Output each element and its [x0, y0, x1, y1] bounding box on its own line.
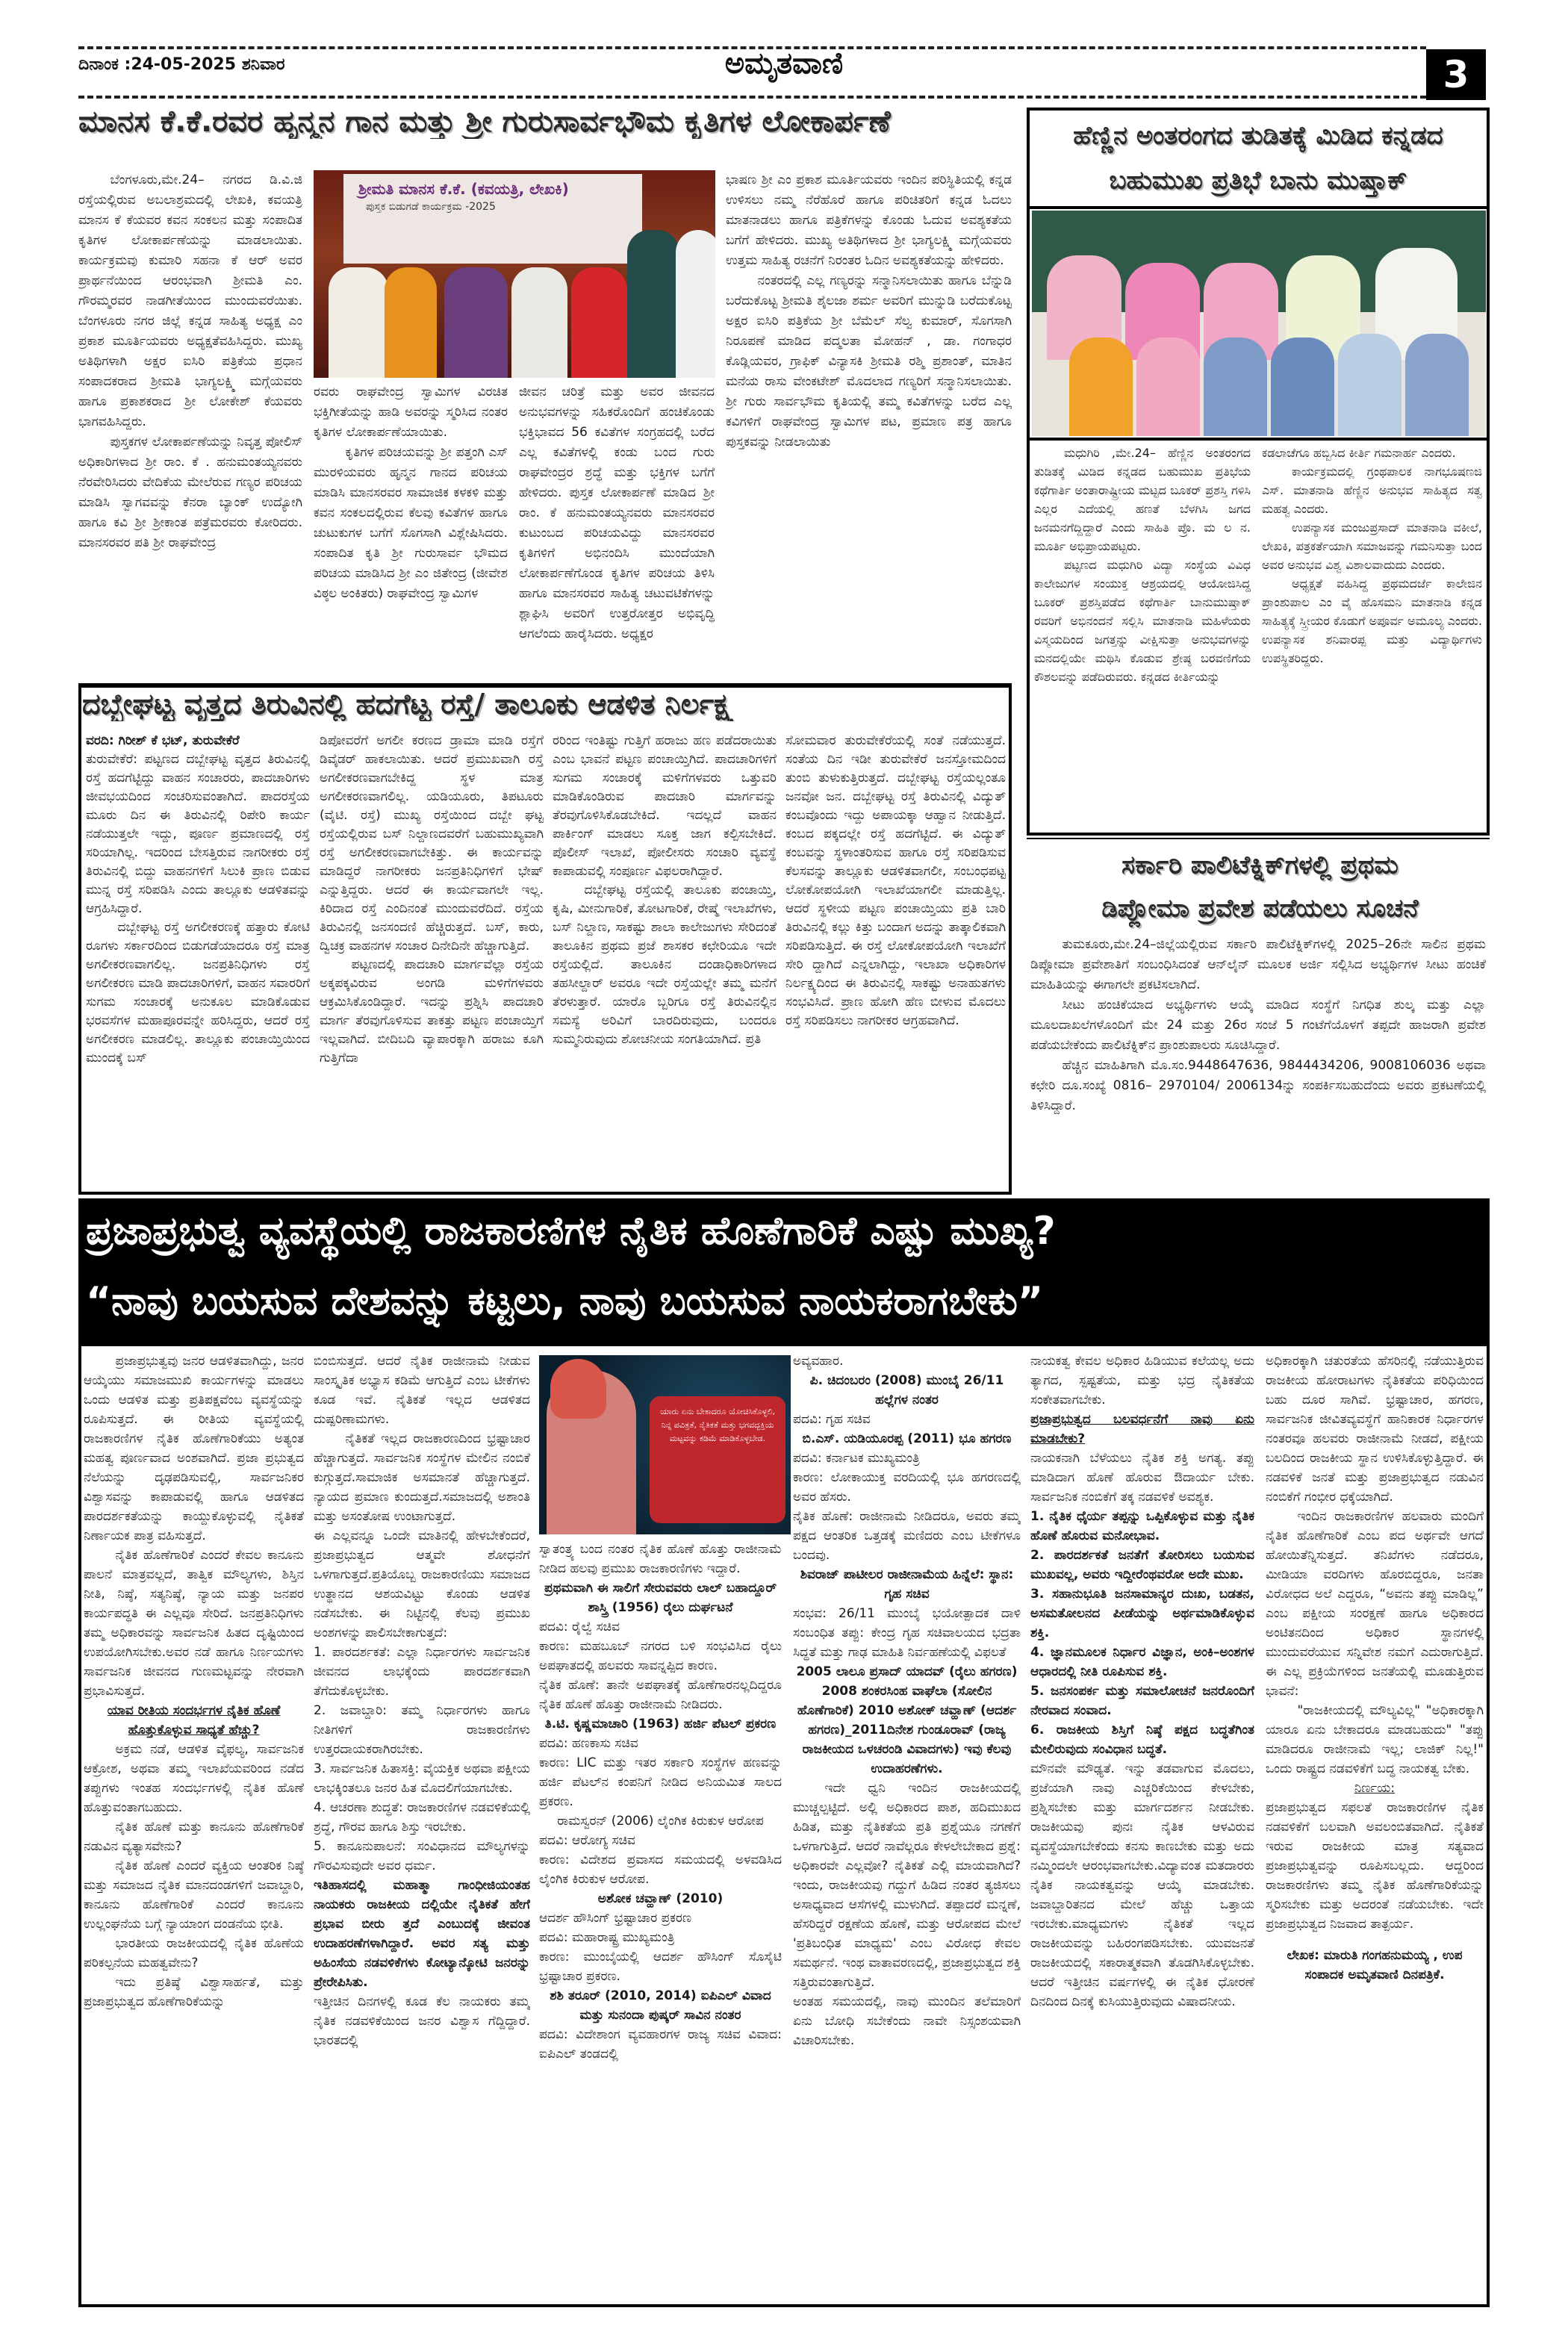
paragraph: 1. ಪಾರದರ್ಶಕತೆ: ಎಲ್ಲಾ ನಿರ್ಧಾರಗಳು ಸಾರ್ವಜನಿಕ ಜೀವನದ ಲಾಭಕ್ಕೆಂದು ಪಾರದರ್ಶಕವಾಗಿ ತೆಗೆದುಕೊಳ್ಳಬೇಕು.	[314, 1645, 530, 1699]
article1-col1	[78, 170, 302, 678]
photo-banner-subtitle: ಪುಸ್ತಕ ಬಿಡುಗಡೆ ಕಾರ್ಯಕ್ರಮ -2025	[366, 201, 496, 213]
paragraph: ಭಾಷಣ ಶ್ರೀ ಎಂ ಪ್ರಕಾಶ ಮೂರ್ತಿಯವರು ಇಂದಿನ ಪರಿಸ್ಥಿತಿಯಲ್ಲಿ ಕನ್ನಡ ಉಳಿಸಲು ನಮ್ಮ ನೆರೆಹೊರೆ ಹಾಗೂ ಪರಿಚಿತರಿಗೆ ಕನ್ನಡ ಓದಲು ಮಾತನಾಡಲು ಹಾಗೂ ಪತ್ರಿಕೆಗಳನ್ನು ಕೊಂಡು ಓದುವ ಅವಶ್ಯಕತೆಯ ಬಗೆಗೆ ಹೇಳಿದರು. ಮುಖ್ಯ ಅತಿಥಿಗಳಾದ ಶ್ರೀ ಭಾಗ್ಯಲಕ್ಷ್ಮಿ ಮಗ್ಗೆಯವರು ಉತ್ತಮ ಸಾಹಿತ್ಯ ರಚನೆಗೆ ನಿರಂತರ ಓದಿನ ಅವಶ್ಯಕತೆಯನ್ನು ಹೇಳಿದರು.	[726, 172, 1012, 268]
person-figure	[444, 267, 508, 378]
paragraph: ಇದು ಪ್ರತಿಷ್ಠೆ ವಿಶ್ವಾಸಾರ್ಹತೆ, ಮತ್ತು ಪ್ರಜಾಪ್ರಭುತ್ವದ ಹೊಣೆಗಾರಿಕೆಯನ್ನು	[84, 1975, 304, 2009]
paragraph: ಪದವಿ: ವಿದೇಶಾಂಗ ವ್ಯವಹಾರಗಳ ರಾಜ್ಯ ಸಚಿವ ವಿವಾದ: ಐಪಿಎಲ್ ತಂಡದಲ್ಲಿ	[539, 2027, 782, 2062]
paragraph: ಕಾರ್ಯಕ್ರಮದಲ್ಲಿ ಗ್ರಂಥಪಾಲಕ ನಾಗಭೂಷಣಜಿ ಎಸ್. ಮಾತನಾಡಿ ಹೆಣ್ಣಿನ ಅನುಭವ ಸಾಹಿತ್ಯದ ಸತ್ವ ಮಹತ್ವ ಎಂದರು.	[1262, 464, 1482, 516]
paragraph: ಪಟ್ಟಣದ ಮಧುಗಿರಿ ವಿದ್ಯಾ ಸಂಸ್ಥೆಯ ವಿವಿಧ ಕಾಲೇಜುಗಳ ಸಂಯುಕ್ತ ಆಶ್ರಯದಲ್ಲಿ ಆಯೋಜಿಸಿದ್ದ ಬೂಕರ್ ಪ್ರಶಸ್ತಿಪಡೆದ ಕಥೆಗಾರ್ತಿ ಬಾನುಮುಷ್ತಾಕ್ ರವರಿಗೆ ಅಭಿನಂದನೆ ಸಲ್ಲಿಸಿ ಮಾತನಾಡಿ ಮಹಿಳೆಯರು ವಿಸ್ಮಯದಿಂದ ಜಗತ್ತನ್ನು ವೀಕ್ಷಿಸುತ್ತಾ ಅನುಭವಗಳನ್ನು ಮನದಲ್ಲಿಯೇ ಮಥಿಸಿ ಕೊಡುವ ಶ್ರೇಷ್ಠ ಬರವಣಿಗೆಯ ಕೌಶಲವನ್ನು ಪಡೆದಿರುವರು. ಕನ್ನಡದ ಕೀರ್ತಿಯನ್ನು	[1034, 558, 1251, 684]
paragraph: ಅವ್ಯವಹಾರ.	[793, 1354, 844, 1369]
paragraph: ಕಾರಣ: LIC ಮತ್ತು ಇತರ ಸರ್ಕಾರಿ ಸಂಸ್ಥೆಗಳ ಹಣವನ್ನು ಹರ್ಜಿ ಪೆಟಲ್‌ನ ಕಂಪನಿಗೆ ನೀಡಿದ ಅನಿಯಮಿತ ಸಾಲದ ಪ್ರಕರಣ.	[539, 1755, 782, 1809]
paragraph: ರಾಮಸ್ವರನ್ (2006) ಲೈಂಗಿಕ ಕಿರುಕುಳ ಆರೋಪ	[557, 1814, 764, 1829]
paragraph: ಅಕ್ರಮ ನಡೆ, ಆಡಳಿತ ವೈಫಲ್ಯ, ಸಾರ್ವಜನಿಕ ಆಕ್ರೋಶ, ಅಥವಾ ತಮ್ಮ ಇಲಾಖೆಯವರಿಂದ ನಡೆದ ತಪ್ಪುಗಳು ಇಂತಹ ಸಂದರ್ಭಗಳಲ್ಲಿ ನೈತಿಕ ಹೊಣೆ ಹೊತ್ತುವಂತಾಗಬಹುದು.	[84, 1742, 304, 1815]
paragraph: ಬಿ.ಎಸ್. ಯಡಿಯೂರಪ್ಪ (2011) ಭೂ ಹಗರಣ	[802, 1431, 1012, 1446]
paragraph: ಕಾರಣ: ವಿದೇಶದ ಪ್ರವಾಸದ ಸಮಯದಲ್ಲಿ ಅಳವಡಿಸಿದ ಲೈಂಗಿಕ ಕಿರುಕುಳ ಆರೋಪ.	[539, 1852, 782, 1887]
paragraph: ಪ್ರಜಾಪ್ರಭುತ್ವವು ಜನರ ಆಡಳಿತವಾಗಿದ್ದು, ಜನರ ಆಯ್ಕೆಯು ಸಮಾಜಮುಖಿ ಕಾರ್ಯಗಳನ್ನು ಮಾಡಲು ಒಂದು ಆಡಳಿತ ಮತ್ತು ಪ್ರತಿಪಕ್ಷವೆಂಬ ವ್ಯವಸ್ಥೆಯನ್ನು ರೂಪಿಸುತ್ತದೆ. ಈ ರೀತಿಯ ವ್ಯವಸ್ಥೆಯಲ್ಲಿ ರಾಜಕಾರಣಿಗಳ ನೈತಿಕ ಹೊಣೆಗಾರಿಕೆಯು ಅತ್ಯಂತ ಮಹತ್ವ ಪೂರ್ಣವಾದ ಅಂಶವಾಗಿದೆ. ಪ್ರಜಾ ಪ್ರಭುತ್ವದ ನೆಲೆಯನ್ನು ದೃಢಪಡಿಸುವಲ್ಲಿ, ಸಾರ್ವಜನಿಕರ ವಿಶ್ವಾಸವನ್ನು ಕಾಪಾಡುವಲ್ಲಿ ಹಾಗೂ ಆಡಳಿತದ ಪಾರದರ್ಶಕತೆಯನ್ನು ಕಾಯ್ದುಕೊಳ್ಳುವಲ್ಲಿ ನೈತಿಕತೆ ನಿರ್ಣಾಯಕ ಪಾತ್ರ ವಹಿಸುತ್ತದೆ.	[84, 1354, 304, 1543]
person-figure	[571, 267, 627, 378]
masthead-paper-name: ಅಮೃತವಾಣಿ	[724, 46, 844, 81]
article5-headline-line2: “ನಾವು ಬಯಸುವ ದೇಶವನ್ನು ಕಟ್ಟಲು, ನಾವು ಬಯಸುವ ನಾಯಕರಾಗಬೇಕು”	[86, 1279, 1044, 1324]
paragraph: ಇತ್ತೀಚಿನ ದಿನಗಳಲ್ಲಿ ಕೂಡ ಕೆಲ ನಾಯಕರು ತಮ್ಮ ನೈತಿಕ ನಡವಳಿಕೆಯಿಂದ ಜನರ ವಿಶ್ವಾಸ ಗೆದ್ದಿದ್ದಾರೆ. ಭಾರತದಲ್ಲಿ	[314, 1994, 530, 2048]
divider	[1027, 206, 1490, 209]
paragraph: ಮಧುಗಿರಿ ,ಮೇ.24– ಹೆಣ್ಣಿನ ಅಂತರಂಗದ ತುಡಿತಕ್ಕೆ ಮಿಡಿದ ಕನ್ನಡದ ಬಹುಮುಖ ಪ್ರತಿಭೆಯ ಕಥೆಗಾರ್ತಿ ಅಂತಾರಾಷ್ಟ್ರೀಯ ಮಟ್ಟದ ಬೂಕರ್ ಪ್ರಶಸ್ತಿ ಗಳಿಸಿ ಎಲ್ಲರ ಎದೆಯಲ್ಲಿ ಹಣತೆ ಬೆಳಗಿಸಿ ಜಗದ ಜನಮನಗೆದ್ದಿದ್ದಾರೆ ಎಂದು ಸಾಹಿತಿ ಪ್ರೊ. ಮ ಲ ನ. ಮೂರ್ತಿ ಅಭಿಪ್ರಾಯಪಟ್ಟರು.	[1034, 446, 1251, 553]
divider	[78, 683, 1012, 688]
article4-body	[1030, 935, 1486, 1192]
person-figure	[1271, 337, 1334, 436]
paragraph: ಪದವಿ: ಹಣಕಾಸು ಸಚಿವ	[539, 1736, 638, 1751]
paragraph: ಪದವಿ: ಆರೋಗ್ಯ ಸಚಿವ	[539, 1833, 635, 1848]
quote-bubble	[650, 1396, 785, 1523]
paragraph: ನೈತಿಕ ಹೊಣೆ ಮತ್ತು ಕಾನೂನು ಹೊಣೆಗಾರಿಕೆ ನಡುವಿನ ವ್ಯತ್ಯಾಸವೇನು?	[84, 1820, 304, 1854]
person-figure	[676, 230, 715, 378]
paragraph: ಭಾರತೀಯ ರಾಜಕೀಯದಲ್ಲಿ ನೈತಿಕ ಹೊಣೆಯ ಪರಿಕಲ್ಪನೆಯ ಮಹತ್ವವೇನು?	[84, 1936, 304, 1970]
paragraph: ಸೋಮವಾರ ತುರುವೇಕೆರೆಯಲ್ಲಿ ಸಂತೆ ನಡೆಯುತ್ತದೆ. ಸಂತೆಯ ದಿನ ಇಡೀ ತುರುವೇಕೆರೆ ಜನಸ್ತೋಮದಿಂದ ತುಂಬಿ ತುಳುಕುತ್ತಿರುತ್ತದೆ. ದಬ್ಬೇಘಟ್ಟ ರಸ್ತೆಯಲ್ಲಂತೂ ಜನವೋ ಜನ. ದಬ್ಬೇಘಟ್ಟ ರಸ್ತೆ ತಿರುವಿನಲ್ಲಿ ವಿದ್ಯುತ್ ಕಂಬವೊಂದು ಇದ್ದು ಅಪಾಯಕ್ಕಾ ಆಹ್ವಾನ ನೀಡುತ್ತಿದೆ. ಕಂಬದ ಪಕ್ಕದಲ್ಲೇ ರಸ್ತೆ ಹದಗೆಟ್ಟಿದೆ. ಈ ವಿದ್ಯುತ್ ಕಂಬವನ್ನು ಸ್ಥಳಾಂತರಿಸುವ ಹಾಗೂ ರಸ್ತೆ ಸರಿಪಡಿಸುವ ಕೆಲಸವನ್ನು ತಾಲ್ಲೂಕು ಆಡಳಿತವಾಗಲೀ, ಸಂಬಂಧಪಟ್ಟ ಲೋಕೋಪಯೋಗಿ ಇಲಾಖೆಯಾಗಲೀ ಮಾಡುತ್ತಿಲ್ಲ. ಆದರೆ ಸ್ಥಳೀಯ ಪಟ್ಟಣ ಪಂಚಾಯ್ತಿಯು ಪ್ರತಿ ಬಾರಿ ತಿರುವಿನಲ್ಲಿ ಕಲ್ಲು ಕಿತ್ತು ಬಂದಾಗ ಅದನ್ನು ತಾತ್ಕಾಲಿಕವಾಗಿ ಸರಿಪಡಿಸುತ್ತಿದೆ. ಈ ರಸ್ತೆ ಲೋಕೋಪಯೋಗಿ ಇಲಾಖೆಗೆ ಸೇರಿ ದ್ದಾಗಿದೆ ಎನ್ನಲಾಗಿದ್ದು, ಇಲಾಖಾ ಅಧಿಕಾರಿಗಳ ನಿರ್ಲಕ್ಷ್ಯದಿಂದ ಈ ತಿರುವಿನಲ್ಲಿ ಸಾಕಷ್ಟು ಅನಾಹುತಗಳು ಸಂಭವಿಸಿದೆ. ಪ್ರಾಣ ಹೋಗಿ ಹೆಣ ಬೀಳುವ ಮೊದಲು ರಸ್ತೆ ಸರಿಪಡಿಸಲು ನಾಗರೀಕರ ಆಗ್ರಹವಾಗಿದೆ.	[785, 733, 1006, 1028]
paragraph: ಮೌನವೇ ಮೌಢ್ಯತೆ. ಇನ್ನು ತಡವಾಗುವ ಮೊದಲು, ಪ್ರಜೆಯಾಗಿ ನಾವು ಎಚ್ಚರಿಕೆಯಿಂದ ಕೇಳಬೇಕು, ಪ್ರಶ್ನಿಸಬೇಕು ಮತ್ತು ಮಾರ್ಗದರ್ಶನ ನೀಡಬೇಕು. ರಾಜಕೀಯವು ಪುನಃ ನೈತಿಕ ಆಳವಿರುವ ವ್ಯವಸ್ಥೆಯಾಗಬೇಕೆಂದು ಕನಸು ಕಾಣಬೇಕು ಮತ್ತು ಅದು ನಮ್ಮಿಂದಲೇ ಆರಂಭವಾಗಬೇಕು.ವಿದ್ಯಾವಂತ ಮತದಾರರು ನೈತಿಕ ನಾಯಕತ್ವವನ್ನು ಆಯ್ಕೆ ಮಾಡಬೇಕು. ಜವಾಬ್ದಾರಿತನದ ಮೇಲೆ ಹೆಚ್ಚು ಒತ್ತಾಯ ಇರಬೇಕು.ಮಾಧ್ಯಮಗಳು ನೈತಿಕತೆ ಇಲ್ಲದ ರಾಜಕೀಯವನ್ನು ಬಹಿರಂಗಪಡಿಸಬೇಕು. ಯುವಜನತೆ ರಾಜಕೀಯದಲ್ಲಿ ಸಕಾರಾತ್ಮಕವಾಗಿ ತೊಡಗಿಸಿಕೊಳ್ಳಬೇಕು. ಆದರೆ ಇತ್ತೀಚಿನ ವರ್ಷಗಳಲ್ಲಿ ಈ ನೈತಿಕ ಧೋರಣೆ ದಿನದಿಂದ ದಿನಕ್ಕೆ ಕುಸಿಯುತ್ತಿರುವುದು ವಿಷಾದನೀಯ.	[1030, 1761, 1254, 2009]
paragraph: ಕಾರಣ: ಲೋಕಾಯುಕ್ತ ವರದಿಯಲ್ಲಿ ಭೂ ಹಗರಣದಲ್ಲಿ ಅವರ ಹೆಸರು.	[793, 1470, 1021, 1505]
paragraph: ಕಡಲಾಚೆಗೂ ಹಬ್ಬಿಸಿದ ಕೀರ್ತಿ ಗಮನಾರ್ಹ ಎಂದರು.	[1262, 446, 1456, 460]
paragraph: ಡಿಪೋವರೆಗೆ ಅಗಲೀ ಕರಣದ ಡ್ರಾಮಾ ಮಾಡಿ ರಸ್ತೆಗೆ ಡಿವೈಡರ್ ಹಾಕಲಾಯಿತು. ಆದರೆ ಪ್ರಮುಖವಾಗಿ ರಸ್ತೆ ಅಗಲೀಕರಣವಾಗಬೇಕಿದ್ದ ಸ್ಥಳ ಮಾತ್ರ ಅಗಲೀಕರಣವಾಗಲಿಲ್ಲ. ಯಡಿಯೂರು, ತಿಪಟೂರು (ವೈಟಿ. ರಸ್ತೆ) ಮುಖ್ಯ ರಸ್ತೆಯಿಂದ ದಬ್ಬೇ ಘಟ್ಟ ರಸ್ತೆಯಲ್ಲಿರುವ ಬಸ್ ನಿಲ್ದಾಣದವರೆಗೆ ಬಹುಮುಖ್ಯವಾಗಿ ರಸ್ತೆ ಅಗಲೀಕರಣವಾಗಬೇಕಿತ್ತು. ಈ ಕಾರ್ಯವನ್ನು ಮಾಡಿದ್ದರೆ ನಾಗರೀಕರು ಜನಪ್ರತಿನಿಧಿಗಳಿಗೆ ಭೇಷ್ ಎನ್ನುತ್ತಿದ್ದರು. ಆದರೆ ಈ ಕಾರ್ಯವಾಗಲೇ ಇಲ್ಲ. ಕಿರಿದಾದ ರಸ್ತೆ ಎಂದಿನಂತೆ ಮುಂದುವರೆದಿದೆ. ರಸ್ತೆಯ ತಿರುವಿನಲ್ಲಿ ಜನಸಂದಣಿ ಹೆಚ್ಚಿರುತ್ತದೆ. ಬಸ್, ಕಾರು, ದ್ವಿಚಕ್ರ ವಾಹನಗಳ ಸಂಚಾರ ದಿನೇದಿನೇ ಹೆಚ್ಚಾಗುತ್ತಿದೆ.	[320, 733, 544, 953]
paragraph: ಅಧ್ಯಕ್ಷತೆ ವಹಿಸಿದ್ದ ಪ್ರಥಮದರ್ಜೆ ಕಾಲೇಜಿನ ಪ್ರಾಂಶುಪಾಲ ಎಂ ವೈ ಹೊಸಮನಿ ಮಾತನಾಡಿ ಕನ್ನಡ ಸಾಹಿತ್ಯಕ್ಕೆ ಸ್ತ್ರೀಯರ ಕೊಡುಗೆ ಅಪೂರ್ವ ಅಮೂಲ್ಯ ಎಂದರು. ಉಪನ್ಯಾಸಕ ಶನಿವಾರಪ್ಪ ಮತ್ತು ವಿದ್ಯಾರ್ಥಿಗಳು ಉಪಸ್ಥಿತರಿದ್ದರು.	[1262, 576, 1482, 665]
paragraph: ಬಿಂಬಿಸುತ್ತದೆ. ಆದರೆ ನೈತಿಕ ರಾಜೀನಾಮೆ ನೀಡುವ ಸಾಂಸ್ಕೃತಿಕ ಅಭ್ಯಾಸ ಕಡಿಮೆ ಆಗುತ್ತಿದೆ ಎಂಬ ಟೀಕೆಗಳು ಕೂಡ ಇವೆ. ನೈತಿಕತೆ ಇಲ್ಲದ ಆಡಳಿತದ ದುಷ್ಪರಿಣಾಮಗಳು.	[314, 1354, 530, 1427]
photo-banner	[343, 174, 642, 264]
paragraph: 5. ಜನಸಂಪರ್ಕ ಮತ್ತು ಸಮಾಲೋಚನೆ ಜನರೊಂದಿಗೆ ನೇರವಾದ ಸಂವಾದ.	[1030, 1684, 1254, 1718]
paragraph: ಸ್ವಾತಂತ್ರ್ಯ ಬಂದ ನಂತರ ನೈತಿಕ ಹೊಣೆ ಹೊತ್ತು ರಾಜೀನಾಮೆ ನೀಡಿದ ಹಲವು ಪ್ರಮುಖ ರಾಜಕಾರಣಿಗಳು ಇದ್ದಾರೆ.	[539, 1542, 782, 1576]
byline: ವರದಿ: ಗಿರೀಶ್ ಕೆ ಭಟ್, ತುರುವೇಕೆರೆ	[86, 733, 240, 748]
paragraph: ದಬ್ಬೇಘಟ್ಟ ರಸ್ತೆಯಲ್ಲಿ ತಾಲೂಕು ಪಂಚಾಯ್ತಿ, ಕೃಷಿ, ಮೀನುಗಾರಿಕೆ, ತೋಟಗಾರಿಕೆ, ರೇಷ್ಮೆ ಇಲಾಖೆಗಳು, ಬಸ್ ನಿಲ್ದಾಣ, ಸಾಕಷ್ಟು ಶಾಲಾ ಕಾಲೇಜುಗಳು ಸೇರಿದಂತೆ ತಾಲೂಕಿನ ಪ್ರಥಮ ಪ್ರಜೆ ಶಾಸಕರ ಕಛೇರಿಯೂ ಇದೇ ರಸ್ತೆಯಲ್ಲಿದೆ. ತಾಲೂಕಿನ ದಂಡಾಧಿಕಾರಿಗಳಾದ ತಹಸೀಲ್ದಾರ್ ಅವರೂ ಇದೇ ರಸ್ತೆಯಲ್ಲೇ ತಮ್ಮ ಮನೆಗೆ ತೆರಳುತ್ತಾರೆ. ಯಾರೊ ಬ್ಬರಿಗೂ ರಸ್ತೆ ತಿರುವಿನಲ್ಲಿನ ಸಮಸ್ಯೆ ಅರಿವಿಗೆ ಬಾರದಿರುವುದು, ಬಂದರೂ ಸುಮ್ಮನಿರುವುದು ಶೋಚನೀಯ ಸಂಗತಿಯಾಗಿದೆ. ಪ್ರತಿ	[553, 883, 777, 1047]
person-figure	[1338, 334, 1401, 436]
article5-col6-body	[1266, 1351, 1484, 1934]
paragraph: 3. ಸಹಾನುಭೂತಿ ಜನಸಾಮಾನ್ಯರ ದುಃಖ, ಬಡತನ, ಅಸಮತೋಲನದ ಪೀಡೆಯನ್ನು ಅರ್ಥಮಾಡಿಕೊಳ್ಳುವ ಶಕ್ತಿ.	[1030, 1587, 1254, 1640]
paragraph: ನೈತಿಕತೆ ಇಲ್ಲದ ರಾಜಕಾರಣದಿಂದ ಭ್ರಷ್ಟಾಚಾರ ಹೆಚ್ಚಾಗುತ್ತದೆ. ಸಾರ್ವಜನಿಕ ಸಂಸ್ಥೆಗಳ ಮೇಲಿನ ನಂಬಿಕೆ ಕುಗ್ಗುತ್ತದೆ.ಸಾಮಾಜಿಕ ಅಸಮಾನತೆ ಹೆಚ್ಚಾಗುತ್ತದೆ. ನ್ಯಾಯದ ಪ್ರಮಾಣ ಕುಂದುತ್ತದೆ.ಸಮಾಜದಲ್ಲಿ ಅಶಾಂತಿ ಮತ್ತು ಅಸಂತೋಷ ಉಂಟಾಗುತ್ತದೆ.	[314, 1431, 530, 1524]
article4-headline	[1030, 844, 1490, 930]
person-figure	[1069, 337, 1133, 436]
paragraph: ಆದರ್ಶ ಹೌಸಿಂಗ್ ಭ್ರಷ್ಟಾಚಾರ ಪ್ರಕರಣ	[539, 1911, 691, 1926]
article5-col4	[793, 1351, 1021, 2301]
masthead-date: ದಿನಾಂಕ :24-05-2025 ಶನಿವಾರ	[78, 55, 285, 74]
paragraph: ಇತಿಹಾಸದಲ್ಲಿ ಮಹಾತ್ಮಾ ಗಾಂಧೀಜಿಯಂತಹ ನಾಯಕರು ರಾಜಕೀಯ ದಲ್ಲಿಯೇ ನೈತಿಕತೆ ಹೇಗೆ ಪ್ರಭಾವ ಬೀರು ತ್ತದೆ ಎಂಬುದಕ್ಕೆ ಜೀವಂತ ಉದಾಹರಣೆಗಳಾಗಿದ್ದಾರೆ. ಅವರ ಸತ್ಯ ಮತ್ತು ಅಹಿಂಸೆಯ ನಡವಳಿಕೆಗಳು ಕೋಟ್ಯಾನ್ಕೋಟಿ ಜನರನ್ನು ಪ್ರೇರೇಪಿಸಿತು.	[314, 1878, 530, 1990]
paragraph: ಅಧಿಕಾರಕ್ಕಾಗಿ ಚತುರತೆಯ ಹೆಸರಿನಲ್ಲಿ ನಡೆಯುತ್ತಿರುವ ರಾಜಕೀಯ ಹೋರಾಟಗಳು ನೈತಿಕತೆಯ ಪರಿಧಿಯಿಂದ ಬಹು ದೂರ ಸಾಗಿವೆ. ಭ್ರಷ್ಟಾಚಾರ, ಹಗರಣ, ಸಾರ್ವಜನಿಕ ಜೀವಿತವ್ಯವಸ್ಥೆಗೆ ಹಾನಿಕಾರಕ ನಿರ್ಧಾರಗಳ ನಂತರವೂ ಹಲವರು ರಾಜೀನಾಮೆ ನೀಡದೆ, ಪಕ್ಷೀಯ ಬಲದಿಂದ ರಾಜಕೀಯ ಸ್ಥಾನ ಉಳಿಸಿಕೊಳ್ಳುತ್ತಿದ್ದಾರೆ. ಈ ನಡವಳಿಕೆ ಜನತೆ ಮತ್ತು ಪ್ರಜಾಪ್ರಭುತ್ವದ ನಡುವಿನ ನಂಬಿಕೆಗೆ ಗಂಭೀರ ಧಕ್ಕೆಯಾಗಿದೆ.	[1266, 1354, 1484, 1505]
person-figure	[1405, 334, 1469, 436]
paragraph: ಇಂದಿನ ರಾಜಕಾರಣಿಗಳ ಹಲವಾರು ಮಂದಿಗೆ ನೈತಿಕ ಹೊಣೆಗಾರಿಕೆ ಎಂಬ ಪದ ಅರ್ಥವೇ ಆಗದೆ ಹೋಯಿತೆನ್ನಿಸುತ್ತದೆ. ತನಿಖೆಗಳು ನಡೆದರೂ, ಮೀಡಿಯಾ ವರದಿಗಳು ಹೊರಬಿದ್ದರೂ, ಜನತಾ ವಿರೋಧದ ಅಲೆ ಎದ್ದರೂ, “ಅವನು ತಪ್ಪು ಮಾಡಿಲ್ಲ” ಎಂಬ ಪಕ್ಷೀಯ ಸಂರಕ್ಷಣೆ ಹಾಗೂ ಅಧಿಕಾರದ ಅಂಟಿತನದಿಂದ ಅಧಿಕಾರ ಸ್ಥಾನಗಳಲ್ಲಿ ಮುಂದುವರೆಯುವ ಸನ್ನಿವೇಶ ನಮಗೆ ಎದುರಾಗುತ್ತಿದೆ. ಈ ಎಲ್ಲ ಪ್ರಕ್ರಿಯೆಗಳಿಂದ ಜನತೆಯಲ್ಲಿ ಮೂಡುತ್ತಿರುವ ಭಾವನೆ:	[1266, 1509, 1484, 1699]
paragraph: ಪದವಿ: ರೈಲ್ವೆ ಸಚಿವ	[539, 1620, 620, 1634]
paragraph: ಹೆಚ್ಚಿನ ಮಾಹಿತಿಗಾಗಿ ಮೊ.ಸಂ.9448647636, 9844434206, 9008106036 ಅಥವಾ ಕಛೇರಿ ದೂ.ಸಂಖ್ಯೆ 0816– 2970104/ 2006134ನ್ನು ಸಂಪರ್ಕಿಸಬಹುದೆಂದು ಅವರು ಪ್ರಕಟಣೆಯಲ್ಲಿ ತಿಳಿಸಿದ್ದಾರೆ.	[1030, 1058, 1486, 1113]
person-figure	[511, 267, 567, 378]
section-heading: ಪ್ರಜಾಪ್ರಭುತ್ವದ ಬಲವರ್ಧನೆಗೆ ನಾವು ಏನು ಮಾಡಬೇಕು?	[1030, 1412, 1254, 1446]
paragraph: ತುಮಕೂರು,ಮೇ.24–ಜಿಲ್ಲೆಯಲ್ಲಿರುವ ಸರ್ಕಾರಿ ಪಾಲಿಟೆಕ್ನಿಕ್‌ಗಳಲ್ಲಿ 2025–26ನೇ ಸಾಲಿನ ಪ್ರಥಮ ಡಿಪ್ಲೋಮಾ ಪ್ರವೇಶಾತಿಗೆ ಸಂಬಂಧಿಸಿದಂತೆ ಆನ್‌ಲೈನ್ ಮೂಲಕ ಅರ್ಜಿ ಸಲ್ಲಿಸಿದ ಅಭ್ಯರ್ಥಿಗಳ ಸೀಟು ಹಂಚಿಕೆ ಮಾಹಿತಿಯನ್ನು ಈಗಾಗಲೇ ಪ್ರಕಟಿಸಲಾಗಿದೆ.	[1030, 937, 1486, 992]
paragraph: ರರಿಂದ ಇಂತಿಷ್ಟು ಗುತ್ತಿಗೆ ಹರಾಜು ಹಣ ಪಡೆದರಾಯಿತು ಎಂಬ ಭಾವನೆ ಪಟ್ಟಣ ಪಂಚಾಯ್ತಿಗಿದೆ. ಪಾದಚಾರಿಗಳಿಗೆ ಸುಗಮ ಸಂಚಾರಕ್ಕೆ ಮಳಿಗೆಗಳವರು ಒತ್ತುವರಿ ಮಾಡಿಕೊಂಡಿರುವ ಪಾದಚಾರಿ ಮಾರ್ಗವನ್ನು ತೆರವುಗೊಳಿಸಿಕೊಡಬೇಕಿದೆ. ಇದಲ್ಲದೆ ವಾಹನ ಪಾರ್ಕಿಂಗ್ ಮಾಡಲು ಸೂಕ್ತ ಜಾಗ ಕಲ್ಪಿಸಬೇಕಿದೆ. ಪೊಲೀಸ್ ಇಲಾಖೆ, ಪೋಲೀಸರು ಸಂಚಾರಿ ವ್ಯವಸ್ಥೆ ಕಾಪಾಡುವಲ್ಲಿ ಸಂಪೂರ್ಣ ವಿಫಲರಾಗಿದ್ದಾರೆ.	[553, 733, 777, 879]
article2-headline	[1034, 113, 1482, 203]
paragraph: 2005 ಲಾಲೂ ಪ್ರಸಾದ್ ಯಾದವ್ (ರೈಲು ಹಗರಣ) 2008 ಶಂಕರಸಿಂಹ ವಾಘೆಲಾ (ಸೋಲಿನ ಹೊಣೆಗಾರಿಕೆ) 2010 ಅಶೋಕ್ ಚವ್ಹಾಣ್ (ಆದರ್ಶ ಹಗರಣ)_2011ದಿನೇಶ ಗುಂಡೂರಾವ್ (ರಾಜ್ಯ ರಾಜಕೀಯದ ಒಳಚರಂಡಿ ವಿವಾದಗಳು) ಇವು ಕೆಲವು ಉದಾಹರಣೆಗಳು.	[796, 1664, 1018, 1776]
paragraph: ಈ ಎಲ್ಲವನ್ನೂ ಒಂದೇ ಮಾತಿನಲ್ಲಿ ಹೇಳಬೇಕೆಂದರೆ, ಪ್ರಜಾಪ್ರಭುತ್ವದ ಆತ್ಮವೇ ಶೋಧನೆಗೆ ಒಳಗಾಗುತ್ತದೆ.ಪ್ರತಿಯೊಬ್ಬ ರಾಜಕಾರಣಿಯು ಸಮಾಜದ ಉತ್ಥಾನದ ಆಶಯವಿಟ್ಟು ಕೊಂಡು ಆಡಳಿತ ನಡೆಸಬೇಕು. ಈ ನಿಟ್ಟಿನಲ್ಲಿ ಕೆಲವು ಪ್ರಮುಖ ಅಂಶಗಳನ್ನು ಪಾಲಿಸಬೇಕಾಗುತ್ತದೆ:	[314, 1528, 530, 1640]
paragraph: ಇದೇ ಧ್ವನಿ ಇಂದಿನ ರಾಜಕೀಯದಲ್ಲಿ ಮುಚ್ಚಲ್ಪಟ್ಟಿದೆ. ಅಲ್ಲಿ ಅಧಿಕಾರದ ಪಾಶ, ಹದಿಮುಖದ ಹಿಡಿತ, ಮತ್ತು ನೈತಿಕತೆಯ ಪ್ರತಿ ಪ್ರಶ್ನೆಯೂ ನಗಣೆಗೆ ಒಳಗಾಗುತ್ತಿದೆ. ಆದರೆ ನಾವೆಲ್ಲರೂ ಕೇಳಲೇಬೇಕಾದ ಪ್ರಶ್ನೆ: ಅಧಿಕಾರವೇ ಎಲ್ಲವೋ? ನೈತಿಕತೆ ಎಲ್ಲಿ ಮಾಯವಾಗಿದೆ? ಇಂದು, ರಾಜಕೀಯವು ಗದ್ದುಗೆ ಹಿಡಿದ ನಂತರ ತ್ಯಜಿಸಲು ಅಸಾಧ್ಯವಾದ ಆಸೆಗಳಲ್ಲಿ ಮುಳುಗಿದೆ. ತಪ್ಪಾದರೆ ಮನ್ನಣೆ, ಹೆಸರಿದ್ದರೆ ರಕ್ಷಣೆಯ ಹೊಣೆ, ಮತ್ತು ಆರೋಪದ ಮೇಲೆ 'ಪ್ರತಿಬಂಧಿತ ಮಾಧ್ಯಮ' ಎಂಬ ವಿರೋಧ ಕೇವಲ ಸಮರ್ಥನೆ. ಇಂಥ ವಾತಾವರಣದಲ್ಲಿ, ಪ್ರಜಾಪ್ರಭುತ್ವದ ಶಕ್ತಿ ಸತ್ತಿರುವಂತಾಗುತ್ತಿದೆ.	[793, 1781, 1021, 1990]
person-figure	[1136, 337, 1200, 436]
paragraph: ಪದವಿ: ಕರ್ನಾಟಕ ಮುಖ್ಯಮಂತ್ರಿ	[793, 1451, 920, 1466]
turban	[550, 1359, 606, 1419]
paragraph: ತಿ.ಟಿ. ಕೃಷ್ಣಮಾಚಾರಿ (1963) ಹರ್ಜಿ ಪೆಟಲ್ ಪ್ರಕರಣ	[544, 1717, 777, 1732]
article5-author: ಲೇಖಕ: ಮಾರುತಿ ಗಂಗಹನುಮಯ್ಯ , ಉಪ ಸಂಪಾದಕ ಅಮೃತವಾಣಿ ದಿನಪತ್ರಿಕೆ.	[1287, 1948, 1463, 1982]
paragraph: "ರಾಜಕೀಯದಲ್ಲಿ ಮೌಲ್ಯವಿಲ್ಲ" "ಅಧಿಕಾರಕ್ಕಾಗಿ ಯಾರೂ ಏನು ಬೇಕಾದರೂ ಮಾಡಬಹುದು" "ತಪ್ಪು ಮಾಡಿದರೂ ರಾಜೀನಾಮೆ ಇಲ್ಲ; ಲಾಜಿಕ್ ನಿಲ್ಲ!" ಒಂದು ರಾಷ್ಟ್ರದ ನಡವಳಿಕೆಗೆ ಬದ್ಧ ನಾಯಕತ್ವ ಬೇಕು.	[1266, 1703, 1484, 1776]
section-heading: ಯಾವ ರೀತಿಯ ಸಂದರ್ಭಗಳ ನೈತಿಕ ಹೊಣೆ ಹೊತ್ತುಕೊಳ್ಳುವ ಸಾಧ್ಯತೆ ಹೆಚ್ಚು?	[107, 1703, 281, 1737]
article3-headline: ದಬ್ಬೇಘಟ್ಟ ವೃತ್ತದ ತಿರುವಿನಲ್ಲಿ ಹದಗೆಟ್ಟ ರಸ್ತೆ/ ತಾಲೂಕು ಆಡಳಿತ ನಿರ್ಲಕ್ಷ್ಯ	[82, 688, 735, 721]
paragraph: ಪ್ರಥಮವಾಗಿ ಈ ಸಾಲಿಗೆ ಸೇರುವವರು ಲಾಲ್ ಬಹಾದ್ದೂರ್ ಶಾಸ್ತ್ರಿ (1956) ರೈಲು ದುರ್ಘಟನೆ	[544, 1581, 777, 1615]
article2-headline-line2: ಬಹುಮುಖ ಪ್ರತಿಭೆ ಬಾನು ಮುಷ್ತಾಕ್	[1109, 166, 1407, 196]
paragraph: 2. ಜವಾಬ್ದಾರಿ: ತಮ್ಮ ನಿರ್ಧಾರಗಳು ಹಾಗೂ ನೀತಿಗಳಿಗೆ ರಾಜಕಾರಣಿಗಳು ಉತ್ತರದಾಯಕರಾಗಿರಬೇಕು.	[314, 1703, 530, 1757]
article1-col3	[519, 382, 715, 678]
article5-col5	[1030, 1351, 1254, 2301]
masthead-bottom-rule	[78, 96, 1426, 99]
article2-headline-line1: ಹೆಣ್ಣಿನ ಅಂತರಂಗದ ತುಡಿತಕ್ಕೆ ಮಿಡಿದ ಕನ್ನಡದ	[1073, 121, 1443, 151]
article1-col2	[314, 382, 508, 678]
paragraph: ಕಾರಣ: ಮುಂಬೈಯಲ್ಲಿ ಆದರ್ಶ ಹೌಸಿಂಗ್ ಸೊಸೈಟಿ ಭ್ರಷ್ಟಾಚಾರ ಪ್ರಕರಣ.	[539, 1950, 782, 1984]
paragraph: ಅಂತಹ ಸಮಯದಲ್ಲಿ, ನಾವು ಮುಂದಿನ ತಲೆಮಾರಿಗೆ ಏನು ಬೋಧಿ ಸಬೇಕೆಂದು ನಾವೇ ನಿಸ್ಸಂಶಯವಾಗಿ ವಿಚಾರಿಸಬೇಕು.	[793, 1994, 1021, 2048]
article5-col3	[539, 1540, 782, 2301]
paragraph: ಪ್ರಜಾಪ್ರಭುತ್ವದ ಸಫಲತೆ ರಾಜಕಾರಣಿಗಳ ನೈತಿಕ ನಡವಳಿಕೆಗೆ ಬಲವಾಗಿ ಅವಲಂಬಿತವಾಗಿದೆ. ನೈತಿಕತೆ ಇರುವ ರಾಜಕೀಯ ಮಾತ್ರ ಸತ್ಯವಾದ ಪ್ರಜಾಪ್ರಭುತ್ವವನ್ನು ರೂಪಿಸಬಲ್ಲದು. ಆದ್ದರಿಂದ ರಾಜಕಾರಣಿಗಳು ತಮ್ಮ ನೈತಿಕ ಹೊಣೆಗಾರಿಕೆಯನ್ನು ಸ್ಮರಿಸಬೇಕು ಮತ್ತು ಅದರಂತೆ ನಡೆಯಬೇಕು. ಇದೇ ಪ್ರಜಾಪ್ರಭುತ್ವದ ನಿಜವಾದ ತಾತ್ಪರ್ಯ.	[1266, 1800, 1484, 1932]
section-heading: ನಿರ್ಣಯ:	[1354, 1781, 1396, 1796]
vivekananda-quote-image	[539, 1355, 791, 1534]
page-number: 3	[1426, 49, 1486, 100]
paragraph: 1. ನೈತಿಕ ಧೈರ್ಯ ತಪ್ಪನ್ನು ಒಪ್ಪಿಕೊಳ್ಳುವ ಮತ್ತು ನೈತಿಕ ಹೊಣೆ ಹೊರುವ ಮನೋಭಾವ.	[1030, 1509, 1254, 1543]
paragraph: 5. ಕಾನೂನುಪಾಲನೆ: ಸಂವಿಧಾನದ ಮೌಲ್ಯಗಳನ್ನು ಗೌರವಿಸುವುದೇ ಅವರ ಧರ್ಮ.	[314, 1839, 530, 1873]
photo-banner-title: ಶ್ರೀಮತಿ ಮಾನಸ ಕೆ.ಕೆ. (ಕವಯತ್ರಿ, ಲೇಖಕಿ)	[358, 180, 569, 198]
paragraph: ರವರು ರಾಘವೇಂದ್ರ ಸ್ವಾಮಿಗಳ ವಿರಚಿತ ಭಕ್ತಿಗೀತೆಯನ್ನು ಹಾಡಿ ಅವರನ್ನು ಸ್ಮರಿಸಿದ ನಂತರ ಕೃತಿಗಳ ಲೋಕಾರ್ಪಣೆಯಾಯಿತು.	[314, 385, 508, 440]
person-figure	[627, 230, 679, 378]
article1-headline: ಮಾನಸ ಕೆ.ಕೆ.ರವರ ಹೃನ್ಮನ ಗಾನ ಮತ್ತು ಶ್ರೀ ಗುರುಸಾರ್ವಭೌಮ ಕೃತಿಗಳ ಲೋಕಾರ್ಪಣೆ	[78, 105, 891, 139]
paragraph: ನಂತರದಲ್ಲಿ ಎಲ್ಲ ಗಣ್ಯರನ್ನು ಸನ್ಮಾನಿಸಲಾಯಿತು ಹಾಗೂ ಬೆನ್ನುಡಿ ಬರೆದುಕೊಟ್ಟ ಶ್ರೀಮತಿ ಶೈಲಜಾ ಶರ್ಮ ಅವರಿಗೆ ಮುನ್ನುಡಿ ಬರೆದುಕೊಟ್ಟ ಅಕ್ಷರ ಐಸಿರಿ ಪತ್ರಿಕೆಯ ಶ್ರೀ ಬೆಮೆಲ್ ಸೆಲ್ವ ಕುಮಾರ್, ಸೊಗಸಾಗಿ ನಿರೂಪಣೆ ಮಾಡಿದ ಪದ್ಮಲತಾ ಮೋಹನ್ , ಡಾ. ಗಂಗಾಧರ ಕೊಡ್ಲಿಯವರ, ಗ್ರಾಫಿಕ್ ವಿನ್ಯಾಸಕಿ ಶ್ರೀಮತಿ ರಶ್ಮಿ ಪ್ರಶಾಂತ್, ಮಾತಿನ ಮನೆಯ ರಾಸು ವೇಂಕಟೇಶ್ ಮೊದಲಾದ ಗಣ್ಯರಿಗೆ ಸನ್ಮಾನಿಸಲಾಯಿತು. ಶ್ರೀ ಗುರು ಸಾರ್ವಭೌಮ ಕೃತಿಯಲ್ಲಿ ತಮ್ಮ ಕವಿತೆಗಳನ್ನು ಬರೆದ ಎಲ್ಲ ಕವಿಗಳಿಗೆ ರಾಘವೇಂದ್ರ ಸ್ವಾಮಿಗಳ ಪಟ, ಪ್ರಮಾಣ ಪತ್ರ ಹಾಗೂ ಪುಸ್ತಕವನ್ನು ನೀಡಲಾಯಿತು	[726, 273, 1012, 449]
paragraph: ಶಿವರಾಜ್ ಪಾಟೀಲರ ರಾಜೀನಾಮೆಯ ಹಿನ್ನೆಲೆ: ಸ್ಥಾನ: ಗೃಹ ಸಚಿವ	[800, 1567, 1014, 1602]
article5-col6	[1266, 1351, 1484, 2301]
paragraph: ಸೀಟು ಹಂಚಿಕೆಯಾದ ಅಭ್ಯರ್ಥಿಗಳು ಆಯ್ಕೆ ಮಾಡಿದ ಸಂಸ್ಥೆಗೆ ನಿಗಧಿತ ಶುಲ್ಕ ಮತ್ತು ಎಲ್ಲಾ ಮೂಲದಾಖಲೆಗಳೊಂದಿಗೆ ಮೇ 24 ಮತ್ತು 26ರ ಸಂಜೆ 5 ಗಂಟೆಗೆಯೊಳಗೆ ತಪ್ಪದೇ ಹಾಜರಾಗಿ ಪ್ರವೇಶ ಪಡೆಯಬೇಕೆಂದು ಪಾಲಿಟೆಕ್ನಿಕ್‌ನ ಪ್ರಾಂಶುಪಾಲರು ಸೂಚಿಸಿದ್ದಾರೆ.	[1030, 998, 1486, 1053]
article2-col2	[1262, 444, 1482, 830]
paragraph: 6. ರಾಜಕೀಯ ಶಿಸ್ತಿಗೆ ನಿಷ್ಠೆ ಪಕ್ಷದ ಬದ್ಧತೆಗಿಂತ ಮೇಲಿರುವುದು ಸಂವಿಧಾನ ಬದ್ಧತೆ.	[1030, 1723, 1254, 1757]
paragraph: ಸಂಭವ: 26/11 ಮುಂಬೈ ಭಯೋತ್ಪಾದಕ ದಾಳಿ ಸಂಬಂಧಿತ ತಪ್ಪು: ಕೇಂದ್ರ ಗೃಹ ಸಚಿವಾಲಯದ ಭದ್ರತಾ ಸಿದ್ಧತೆ ಮತ್ತು ಗಾಢ ಮಾಹಿತಿ ನಿರ್ವಹಣೆಯಲ್ಲಿ ವಿಫಲತೆ	[793, 1606, 1021, 1660]
paragraph: ಅಶೋಕ ಚವ್ಹಾಣ್ (2010)	[597, 1891, 724, 1906]
article3-col1	[86, 732, 310, 1189]
paragraph: ಕಾರಣ: ಮಹಬೂಬ್ ನಗರದ ಬಳಿ ಸಂಭವಿಸಿದ ರೈಲು ಅಪಘಾತದಲ್ಲಿ ಹಲವರು ಸಾವನ್ನಪ್ಪಿದ ಕಾರಣ.	[539, 1639, 782, 1673]
person-figure	[385, 267, 437, 378]
person-figure	[1204, 337, 1267, 436]
article2-col1	[1034, 444, 1251, 830]
divider	[1027, 438, 1490, 441]
article3-col4	[785, 732, 1006, 1189]
article5-col1	[84, 1351, 304, 2301]
divider	[1027, 838, 1490, 839]
paragraph: ನೈತಿಕ ಹೊಣೆ: ತಾನೇ ಅಪಘಾತಕ್ಕೆ ಹೊಣೆಗಾರನಲ್ಲದಿದ್ದರೂ ನೈತಿಕ ಹೊಣೆ ಹೊತ್ತು ರಾಜೀನಾಮೆ ನೀಡಿದರು.	[539, 1678, 782, 1712]
article1-col4	[726, 170, 1012, 678]
article5-headline-banner	[78, 1198, 1490, 1346]
paragraph: ನೈತಿಕ ಹೊಣೆ ಎಂದರೆ ವ್ಯಕ್ತಿಯ ಆಂತರಿಕ ನಿಷ್ಠೆ ಮತ್ತು ಸಮಾಜದ ನೈತಿಕ ಮಾನದಂಡಗಳಿಗೆ ಜವಾಬ್ದಾರಿ, ಕಾನೂನು ಹೊಣೆಗಾರಿಕೆ ಎಂದರೆ ಕಾನೂನು ಉಲ್ಲಂಘನೆಯ ಬಗ್ಗೆ ನ್ಯಾಯಾಂಗ ದಂಡನೆಯ ಭೀತಿ.	[84, 1858, 304, 1932]
paragraph: ಪದವಿ: ಗೃಹ ಸಚಿವ	[793, 1412, 871, 1427]
paragraph: ನಾಯಕತ್ವ ಕೇವಲ ಅಧಿಕಾರ ಹಿಡಿಯುವ ಕಲೆಯಲ್ಲ ಅದು ತ್ಯಾಗದ, ಸ್ಪಷ್ಟತೆಯ, ಮತ್ತು ಭದ್ರ ನೈತಿಕತೆಯ ಸಂಕೇತವಾಗಬೇಕು.	[1030, 1354, 1254, 1407]
paragraph: 2. ಪಾರದರ್ಶಕತೆ ಜನತೆಗೆ ತೋರಿಸಲು ಬಯಸುವ ಮುಖವಲ್ಲ, ಅವರು ಇದ್ದೀರೆಂಥವರೋ ಅದೇ ಮುಖ.	[1030, 1548, 1254, 1582]
article4-headline-line1: ಸರ್ಕಾರಿ ಪಾಲಿಟೆಕ್ನಿಕ್‌ಗಳಲ್ಲಿ ಪ್ರಥಮ	[1121, 850, 1399, 880]
paragraph: ನೈತಿಕ ಹೊಣೆ: ರಾಜೀನಾಮೆ ನೀಡಿದರೂ, ಅವರು ತಮ್ಮ ಪಕ್ಷದ ಆಂತರಿಕ ಒತ್ತಡಕ್ಕೆ ಮಣಿದರು ಎಂಬ ಟೀಕೆಗಳೂ ಬಂದವು.	[793, 1509, 1021, 1563]
quote-text: ಯಾರು ಏನು ಬೇಕಾದರೂ ಯೋಚಿಸಿಕೊಳ್ಳಲಿ, ನಿನ್ನ ಪವಿತ್ರತೆ, ನೈತಿಕತೆ ಮತ್ತು ಭಗವದ್ಭಕ್ತಿಯ ಮಟ್ಟವನ್ನು ಕಡಿಮೆ ಮಾಡಿಕೊಳ್ಳಬೇಡ.	[660, 1407, 775, 1443]
article3-col3	[553, 732, 777, 1189]
paragraph: 4. ಆಚರಣಾ ಶುದ್ಧತೆ: ರಾಜಕಾರಣಿಗಳ ನಡವಳಿಕೆಯಲ್ಲಿ ಶ್ರದ್ಧೆ, ಗೌರವ ಹಾಗೂ ಶಿಸ್ತು ಇರಬೇಕು.	[314, 1800, 530, 1835]
paragraph: ತುರುವೇಕೆರೆ: ಪಟ್ಟಣದ ದಬ್ಬೇಘಟ್ಟ ವೃತ್ತದ ತಿರುವಿನಲ್ಲಿ ರಸ್ತೆ ಹದಗೆಟ್ಟಿದ್ದು ವಾಹನ ಸಂಚಾರರು, ಪಾದಚಾರಿಗಳು ಜೀವಭಯದಿಂದ ಸಂಚರಿಸುವಂತಾಗಿದೆ. ಪಾದರಸ್ತೆಯ ಮೂರು ದಿನ ಈ ತಿರುವಿನಲ್ಲಿ ರಿಪೇರಿ ಕಾರ್ಯ ನಡೆಯುತ್ತಲೇ ಇದ್ದು, ಪೂರ್ಣ ಪ್ರಮಾಣದಲ್ಲಿ ರಸ್ತೆ ಸರಿಯಾಗಿಲ್ಲ. ಇದರಿಂದ ಬೇಸತ್ತಿರುವ ನಾಗರೀಕರು ರಸ್ತೆ ತಿರುವಿನಲ್ಲಿ ಬಿದ್ದು ವಾಹನಗಳಿಗೆ ಸಿಲುಕಿ ಪ್ರಾಣ ಬಿಡುವ ಮುನ್ನ ರಸ್ತೆ ಸರಿಪಡಿಸಿ ಎಂದು ತಾಲ್ಲೂಕು ಆಡಳಿತವನ್ನು ಆಗ್ರಹಿಸಿದ್ದಾರೆ.	[86, 752, 310, 916]
paragraph: ಪಟ್ಟಣದಲ್ಲಿ ಪಾದಚಾರಿ ಮಾರ್ಗವೆಲ್ಲಾ ರಸ್ತೆಯ ಅಕ್ಕಪಕ್ಕವಿರುವ ಅಂಗಡಿ ಮಳಿಗೆಗಳವರು ಆಕ್ರಮಿಸಿಕೊಂಡಿದ್ದಾರೆ. ಇದನ್ನು ಪ್ರಶ್ನಿಸಿ ಪಾದಚಾರಿ ಮಾರ್ಗ ತೆರವುಗೊಳಿಸುವ ತಾಕತ್ತು ಪಟ್ಟಣ ಪಂಚಾಯ್ತಿಗೆ ಇಲ್ಲವಾಗಿದೆ. ಬೀದಿಬದಿ ವ್ಯಾಪಾರಕ್ಕಾಗಿ ಹರಾಜು ಕೂಗಿ ಗುತ್ತಿಗೆದಾ	[320, 957, 544, 1065]
paragraph: ನೈತಿಕ ಹೊಣೆಗಾರಿಕೆ ಎಂದರೆ ಕೇವಲ ಕಾನೂನು ಪಾಲನೆ ಮಾತ್ರವಲ್ಲದೆ, ತಾತ್ವಿಕ ಮೌಲ್ಯಗಳು, ಶಿಸ್ತಿನ ನೀತಿ, ನಿಷ್ಠೆ, ಸತ್ಯನಿಷ್ಠೆ, ನ್ಯಾಯ ಮತ್ತು ಜನಪರ ಕಾರ್ಯಪದ್ಧತಿ ಈ ಎಲ್ಲವೂ ಸೇರಿದೆ. ಜನಪ್ರತಿನಿಧಿಗಳು ತಮ್ಮ ಅಧಿಕಾರವನ್ನು ಸಾರ್ವಜನಿಕ ಹಿತದ ದೃಷ್ಟಿಯಿಂದ ಉಪಯೋಗಿಸಬೇಕು.ಅವರ ನಡೆ ಹಾಗೂ ನಿರ್ಣಯಗಳು ಸಾರ್ವಜನಿಕ ಜೀವನದ ಗುಣಮಟ್ಟವನ್ನು ನೇರವಾಗಿ ಪ್ರಭಾವಿಸುತ್ತದೆ.	[84, 1548, 304, 1699]
paragraph: ಉಪನ್ಯಾಸಕ ಮಂಜುಪ್ರಸಾದ್ ಮಾತನಾಡಿ ವಕೀಲೆ, ಲೇಖಕಿ, ಪತ್ರಕರ್ತೆಯಾಗಿ ಸಮಾಜವನ್ನು ಗಮನಿಸುತ್ತಾ ಬಂದ ಅವರ ಅನುಭವ ವಿಶ್ವ ವಿಶಾಲವಾದುದು ಎಂದರು.	[1262, 520, 1482, 572]
paragraph: ದಬ್ಬೇಘಟ್ಟ ರಸ್ತೆ ಅಗಲೀಕರಣಕ್ಕೆ ಹತ್ತಾರು ಕೋಟಿ ರೂಗಳು ಸರ್ಕಾರದಿಂದ ಬಿಡುಗಡೆಯಾದರೂ ರಸ್ತೆ ಮಾತ್ರ ಅಗಲೀಕರಣವಾಗಲಿಲ್ಲ. ಜನಪ್ರತಿನಿಧಿಗಳು ರಸ್ತೆ ಅಗಲೀಕರಣ ಮಾಡಿ ಪಾದಚಾರಿಗಳಿಗೆ, ವಾಹನ ಸವಾರರಿಗೆ ಸುಗಮ ಸಂಚಾರಕ್ಕೆ ಅನುಕೂಲ ಮಾಡಿಕೊಡುವ ಭರವಸೆಗಳ ಮಹಾಪೂರವನ್ನೇ ಹರಿಸಿದ್ದರು, ಆದರೆ ರಸ್ತೆ ಅಗಲೀಕರಣ ಮಾಡಲಿಲ್ಲ. ತಾಲ್ಲೂಕು ಪಂಚಾಯ್ತಿಯಿಂದ ಮುಂದಕ್ಕೆ ಬಸ್	[86, 920, 310, 1065]
paragraph: ಶಶಿ ತರೂರ್ (2010, 2014) ಐಪಿಎಲ್ ವಿವಾದ ಮತ್ತು ಸುನಂದಾ ಪುಷ್ಕರ್ ಸಾವಿನ ನಂತರ	[550, 1988, 771, 2023]
paragraph: ಬೆಂಗಳೂರು,ಮೇ.24– ನಗರದ ಡಿ.ವಿ.ಜಿ ರಸ್ತೆಯಲ್ಲಿರುವ ಅಬಲಾಶ್ರಮದಲ್ಲಿ ಲೇಖಕಿ, ಕವಯತ್ರಿ ಮಾನಸ ಕೆ ಕೆಯವರ ಕವನ ಸಂಕಲನ ಮತ್ತು ಸಂಪಾದಿತ ಕೃತಿಗಳ ಲೋಕಾರ್ಪಣೆಯನ್ನು ಮಾಡಲಾಯಿತು. ಕಾರ್ಯಕ್ರಮವು ಕುಮಾರಿ ಸಹನಾ ಕೆ ಆರ್ ಅವರ ಪ್ರಾರ್ಥನೆಯಿಂದ ಆರಂಭವಾಗಿ ಶ್ರೀಮತಿ ಎಂ. ಗೌರಮ್ಮರವರ ನಾಡಗೀತೆಯಿಂದ ಮುಂದುವರೆಯಿತು. ಬೆಂಗಳೂರು ನಗರ ಜಿಲ್ಲೆ ಕನ್ನಡ ಸಾಹಿತ್ಯ ಅಧ್ಯಕ್ಷ ಎಂ ಪ್ರಕಾಶ ಮೂರ್ತಿಯವರು ಅಧ್ಯಕ್ಷತೆವಹಿಸಿದ್ದರು. ಮುಖ್ಯ ಅತಿಥಿಗಳಾಗಿ ಅಕ್ಷರ ಐಸಿರಿ ಪತ್ರಿಕೆಯ ಪ್ರಧಾನ ಸಂಪಾದಕರಾದ ಶ್ರೀಮತಿ ಭಾಗ್ಯಲಕ್ಷ್ಮಿ ಮಗ್ಗೆಯವರು ಹಾಗೂ ಪ್ರಕಾಶಕರಾದ ಶ್ರೀ ಲೋಕೇಶ್ ಕೆಯವರು ಭಾಗವಹಿಸಿದ್ದರು.	[78, 172, 302, 429]
paragraph: ಪುಸ್ತಕಗಳ ಲೋಕಾರ್ಪಣೆಯನ್ನು ನಿವೃತ್ತ ಪೋಲಿಸ್ ಅಧಿಕಾರಿಗಳಾದ ಶ್ರೀ ರಾಂ. ಕೆ . ಹನುಮಂತಯ್ಯನವರು ನೆರವೇರಿಸಿದರು ವೇದಿಕೆಯ ಮೇಲೆರುವ ಗಣ್ಯರ ಪರಿಚಯ ಮಾಡಿಸಿ ಸ್ವಾಗವವನ್ನು ಕೆನರಾ ಬ್ಯಾಂಕ್ ಉದ್ಯೋಗಿ ಹಾಗೂ ಕವಿ ಶ್ರೀ ಶ್ರೀಕಾಂತ ಪತ್ರೆಮರವರು ಕೋರಿದರು. ಮಾನಸರವರ ಪತಿ ಶ್ರೀ ರಾಘವೇಂದ್ರ	[78, 435, 302, 550]
paragraph: ಪದವಿ: ಮಹಾರಾಷ್ಟ್ರ ಮುಖ್ಯಮಂತ್ರಿ	[539, 1930, 675, 1945]
article3-col2	[320, 732, 544, 1189]
person-figure	[329, 267, 388, 378]
paragraph: ಪಿ. ಚಿದಂಬರಂ (2008) ಮುಂಬೈ 26/11 ಹಲ್ಲೆಗಳ ನಂತರ	[809, 1373, 1004, 1407]
article1-photo	[314, 170, 715, 378]
article5-headline-line1: ಪ್ರಜಾಪ್ರಭುತ್ವ ವ್ಯವಸ್ಥೆಯಲ್ಲಿ ರಾಜಕಾರಣಿಗಳ ನೈತಿಕ ಹೊಣೆಗಾರಿಕೆ ಎಷ್ಟು ಮುಖ್ಯ?	[86, 1209, 1056, 1254]
paragraph: ನಾಯಕನಾಗಿ ಬೆಳೆಯಲು ನೈತಿಕ ಶಕ್ತಿ ಅಗತ್ಯ. ತಪ್ಪು ಮಾಡಿದಾಗ ಹೊಣೆ ಹೊರುವ ಔದಾರ್ಯ ಬೇಕು. ಸಾರ್ವಜನಿಕ ನಂಬಿಕೆಗೆ ತಕ್ಕ ನಡವಳಿಕೆ ಅವಶ್ಯಕ.	[1030, 1451, 1254, 1505]
paragraph: ಕೃತಿಗಳ ಪರಿಚಯವನ್ನು ಶ್ರೀ ಪತ್ತಂಗಿ ಎಸ್ ಮುರಳಿಯವರು ಹೃನ್ಮನ ಗಾನದ ಪರಿಚಯ ಮಾಡಿಸಿ ಮಾನಸರವರ ಸಾಮಾಜಿಕ ಕಳಕಳಿ ಮತ್ತು ಕವನ ಸಂಕಲದಲ್ಲಿರುವ ಕೆಲವು ಕವಿತೆಗಳ ಹಾಗೂ ಚುಟುಕುಗಳ ಬಗೆಗೆ ಸೊಗಸಾಗಿ ವಿಶ್ಲೇಷಿಸಿದರು. ಸಂಪಾದಿತ ಕೃತಿ ಶ್ರೀ ಗುರುಸಾರ್ವ ಭೌಮದ ಪರಿಚಯ ಮಾಡಿಸಿದ ಶ್ರೀ ಎಂ ಜಿತೇಂದ್ರ (ಜೀವೇಶ ವಿಠ್ಠಲ ಅಂಕಿತರು) ರಾಘವೇಂದ್ರ ಸ್ವಾಮಿಗಳ	[314, 445, 508, 601]
paragraph: 3. ಸಾರ್ವಜನಿಕ ಹಿತಾಸಕ್ತಿ: ವೈಯಕ್ತಿಕ ಅಥವಾ ಪಕ್ಷೀಯ ಲಾಭಕ್ಕಿಂತಲೂ ಜನರ ಹಿತ ಮೊದಲಿಗೆಯಾಗಬೇಕು.	[314, 1761, 530, 1796]
article2-group-photo	[1032, 211, 1486, 436]
paragraph: 4. ಜ್ಞಾನಮೂಲಕ ನಿರ್ಧಾರ ವಿಜ್ಞಾನ, ಅಂಕಿ–ಅಂಶಗಳ ಆಧಾರದಲ್ಲಿ ನೀತಿ ರೂಪಿಸುವ ಶಕ್ತಿ.	[1030, 1645, 1254, 1679]
article5-col2	[314, 1351, 530, 2301]
article4-headline-line2: ಡಿಪ್ಲೋಮಾ ಪ್ರವೇಶ ಪಡೆಯಲು ಸೂಚನೆ	[1101, 894, 1419, 924]
paragraph: ಜೀವನ ಚರಿತ್ರೆ ಮತ್ತು ಅವರ ಜೀವನದ ಅನುಭವಗಳನ್ನು ಸಹಿಕರೊಂದಿಗೆ ಹಂಚಿಕೊಂಡು ಭಕ್ತಿಭಾವದ 56 ಕವಿತೆಗಳ ಸಂಗ್ರಹದಲ್ಲಿ ಬರೆದ ಎಲ್ಲ ಕವಿತೆಗಳಲ್ಲಿ ಕಂಡು ಬಂದ ಗುರು ರಾಘವೇಂದ್ರರ ಶ್ರದ್ಧೆ ಮತ್ತು ಭಕ್ತಿಗಳ ಬಗೆಗೆ ಹೇಳಿದರು. ಪುಸ್ತಕ ಲೋಕಾರ್ಪಣೆ ಮಾಡಿದ ಶ್ರೀ ರಾಂ. ಕೆ ಹನುಮಂತಯ್ಯನವರು ಮಾನಸರವರ ಕುಟುಂಬದ ಪರಿಚಯವಿದ್ದು ಮಾನಸರವರ ಕೃತಿಗಳಿಗೆ ಅಭಿನಂದಿಸಿ ಮುಂದೆಯಾಗಿ ಲೋಕಾರ್ಪಣೆಗೊಂಡ ಕೃತಿಗಳ ಪರಿಚಯ ತಿಳಿಸಿ ಹಾಗೂ ಮಾನಸರವರ ಸಾಹಿತ್ಯ ಚಟುವಟಿಕೆಗಳನ್ನು ಶ್ಲಾಘಿಸಿ ಅವರಿಗೆ ಉತ್ತರೋತ್ತರ ಅಭಿವೃದ್ಧಿ ಆಗಲೆಂದು ಹಾರೈಸಿದರು. ಅಧ್ಯಕ್ಷರ	[519, 385, 715, 641]
